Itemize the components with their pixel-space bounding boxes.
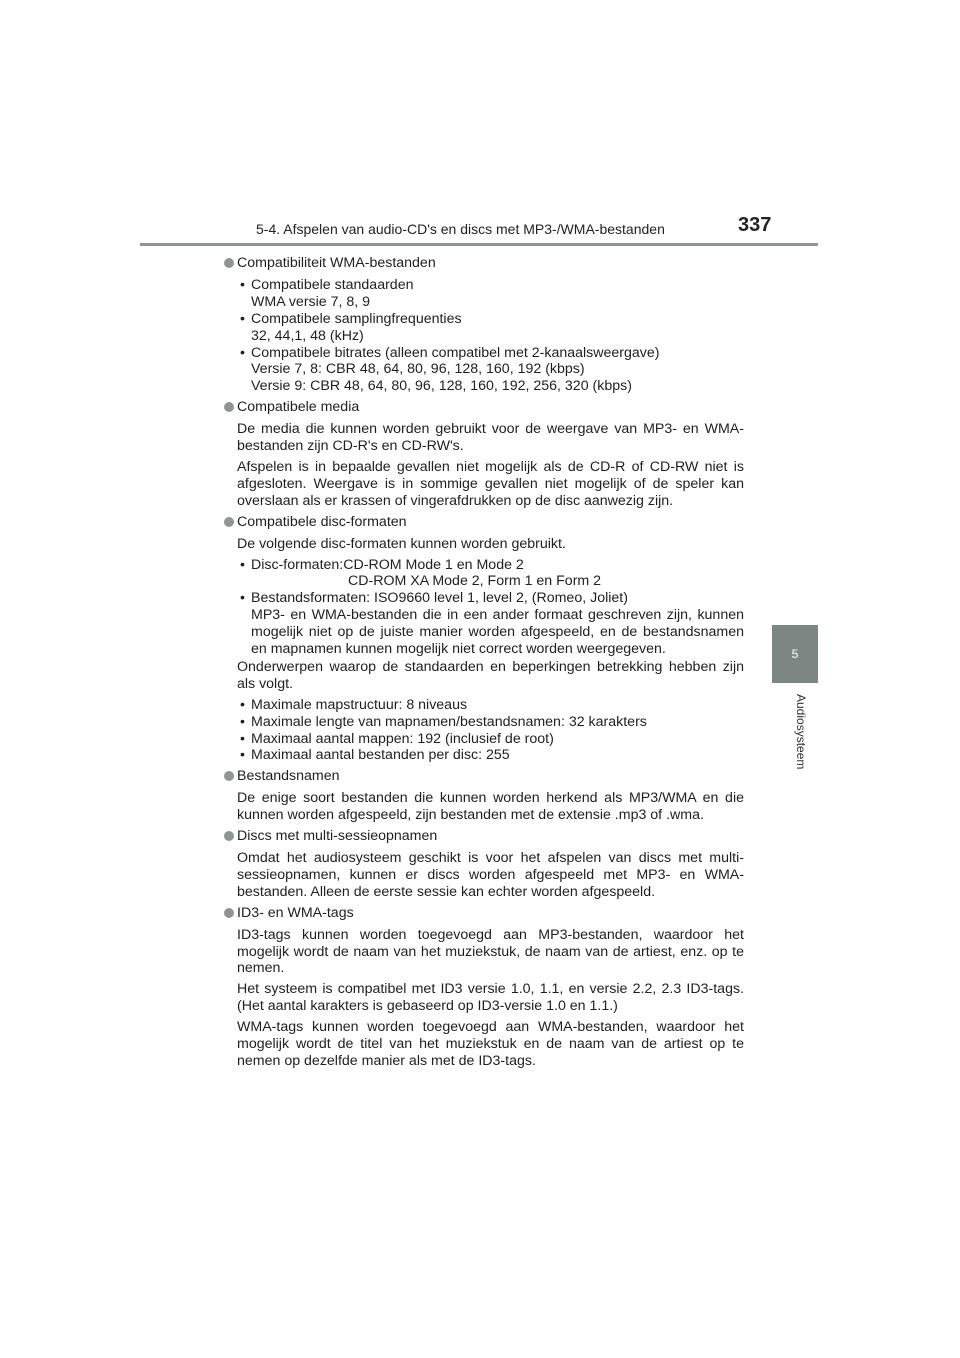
- list-item: [237, 345, 744, 396]
- section-heading: [224, 768, 744, 785]
- paragraph: De enige soort bestanden die kunnen worden herkend als MP3/WMA en die kunnen worden afgespeeld, zijn bestanden met de extensie .mp3 of .wma.: [237, 790, 744, 824]
- list-item-label: • Compatibele standaarden: [251, 276, 414, 293]
- bullet-icon: [224, 908, 234, 918]
- list-item-label: • Compatibele samplingfrequenties: [251, 310, 462, 327]
- limits-list: [237, 697, 744, 765]
- chapter-number: 5: [791, 647, 799, 661]
- section-header-title: 5-4. Afspelen van audio-CD's en discs met MP3-/WMA-bestanden: [256, 221, 665, 237]
- section-tags: [224, 905, 744, 1070]
- section-heading-text: ID3- en WMA-tags: [237, 904, 354, 921]
- bullet-icon: [224, 402, 234, 412]
- list-item-label: • Disc-formaten:CD-ROM Mode 1 en Mode 2: [251, 556, 524, 573]
- header-divider: [140, 243, 818, 246]
- section-heading: [224, 399, 744, 416]
- list-item: • Maximale lengte van mapnamen/bestandsnamen: 32 karakters: [237, 714, 744, 731]
- page-number: 337: [738, 214, 772, 236]
- section-heading: [224, 255, 744, 272]
- list-item-value: CD-ROM XA Mode 2, Form 1 en Form 2: [348, 573, 602, 590]
- list-item-value: 32, 44,1, 48 (kHz): [251, 327, 364, 344]
- section-file-names: [224, 768, 744, 824]
- paragraph: Het systeem is compatibel met ID3 versie 1.0, 1.1, en versie 2.2, 2.3 ID3-tags. (Het aantal karakters is gebaseerd op ID3-versie 1.0 en 1.1.): [237, 981, 744, 1015]
- list-item-value: WMA versie 7, 8, 9: [251, 293, 371, 310]
- section-disc-formats: [224, 514, 744, 765]
- paragraph: Omdat het audiosysteem geschikt is voor het afspelen van discs met multi-sessieopnamen, kunnen er discs worden afgespeeld met MP3- en WMA-bestanden. Alleen de eerste sessie kan echter worden afgespeeld.: [237, 850, 744, 900]
- paragraph: WMA-tags kunnen worden toegevoegd aan WMA-bestanden, waardoor het mogelijk wordt de titel van het muziekstuk en de naam van de artiest op te nemen op dezelfde manier als met de ID3-tags.: [237, 1019, 744, 1069]
- section-heading-text: Bestandsnamen: [237, 768, 340, 785]
- section-heading-text: Compatibiliteit WMA-bestanden: [237, 255, 436, 271]
- list-item: • Maximaal aantal mappen: 192 (inclusief de root): [237, 731, 744, 748]
- bullet-icon: [224, 517, 234, 527]
- paragraph: ID3-tags kunnen worden toegevoegd aan MP3-bestanden, waardoor het mogelijk wordt de naam van het muziekstuk, de naam van de artiest, enz. op te nemen.: [237, 926, 744, 977]
- list-item-value: Versie 9: CBR 48, 64, 80, 96, 128, 160, 192, 256, 320 (kbps): [251, 378, 632, 395]
- section-wma-compatibility: [224, 255, 744, 395]
- page-content: [224, 255, 744, 1074]
- list-item-value: MP3- en WMA-bestanden die in een ander formaat geschreven zijn, kunnen mogelijk niet op de juiste manier worden afgespeeld, en de bestandsnamen en mapnamen kunnen mogelijk niet correct worden weergegeven.: [251, 607, 744, 658]
- paragraph: De volgende disc-formaten kunnen worden gebruikt.: [237, 535, 566, 552]
- list-item: • Maximaal aantal bestanden per disc: 255: [237, 747, 744, 764]
- list-item: [237, 590, 744, 658]
- section-heading-text: Compatibele media: [237, 399, 360, 416]
- list-item-value: Versie 7, 8: CBR 48, 64, 80, 96, 128, 160, 192 (kbps): [251, 361, 585, 378]
- bullet-icon: [224, 771, 234, 781]
- section-heading-text: Compatibele disc-formaten: [237, 513, 407, 530]
- bullet-icon: [224, 258, 234, 268]
- section-heading: [224, 828, 744, 845]
- section-compatible-media: [224, 399, 744, 509]
- list-item: [237, 277, 744, 311]
- section-heading-text: Discs met multi-sessieopnamen: [237, 828, 438, 845]
- bullet-icon: [224, 831, 234, 841]
- spec-list: [237, 277, 744, 395]
- paragraph: Onderwerpen waarop de standaarden en beperkingen betrekking hebben zijn als volgt.: [237, 658, 744, 692]
- section-multisession: [224, 828, 744, 901]
- list-item: • Maximale mapstructuur: 8 niveaus: [237, 697, 744, 714]
- chapter-label: Audiosysteem: [794, 694, 808, 770]
- format-list: [237, 557, 744, 658]
- list-item: [237, 311, 744, 345]
- section-heading: [224, 905, 744, 922]
- list-item-label: • Compatibele bitrates (alleen compatibel met 2-kanaalsweergave): [251, 344, 660, 361]
- paragraph: Afspelen is in bepaalde gevallen niet mogelijk als de CD-R of CD-RW niet is afgesloten. Weergave is in sommige gevallen niet mogelijk of de speler kan overslaan als er krassen of vingerafdrukken op de disc aanwezig zijn.: [237, 458, 744, 509]
- list-item-label: • Bestandsformaten: ISO9660 level 1, level 2, (Romeo, Joliet): [251, 590, 628, 607]
- chapter-tab: [772, 625, 818, 683]
- section-heading: [224, 514, 744, 531]
- list-item: [237, 557, 744, 591]
- paragraph: De media die kunnen worden gebruikt voor de weergave van MP3- en WMA-bestanden zijn CD-R's en CD-RW's.: [237, 421, 744, 455]
